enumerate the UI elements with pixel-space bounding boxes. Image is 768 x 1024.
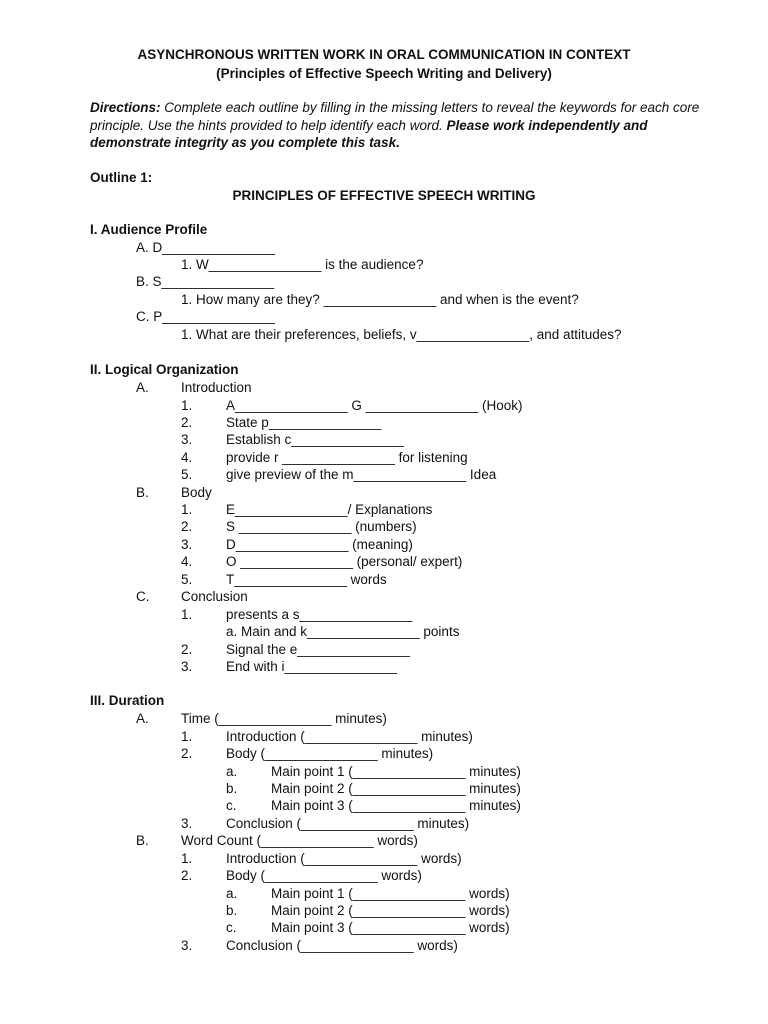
logical-letter-a: A. [136, 380, 149, 395]
directions-paragraph [90, 99, 710, 152]
logical-label-body: Body [181, 485, 212, 500]
duration-letter-a: A. [136, 711, 149, 726]
words-item-number: 2. [181, 868, 193, 883]
duration-letter-b: B. [136, 833, 149, 848]
intro-item-text: A_______________ G _______________ (Hook) [226, 398, 523, 413]
intro-item-text: give preview of the m_______________ Idea [226, 467, 497, 482]
words-item-text: Body (_______________ words) [226, 868, 422, 883]
time-subitem-text: Main point 1 (_______________ minutes) [271, 764, 521, 779]
words-item-number: 1. [181, 851, 193, 866]
logical-letter-b: B. [136, 485, 149, 500]
body-item-number: 5. [181, 572, 193, 587]
audience-item-a1: 1. W_______________ is the audience? [181, 257, 424, 272]
intro-item-text: State p_______________ [226, 415, 382, 430]
time-subitem-text: Main point 3 (_______________ minutes) [271, 798, 521, 813]
intro-item-number: 4. [181, 450, 193, 465]
time-item-number: 3. [181, 816, 193, 831]
words-subitem-text: Main point 2 (_______________ words) [271, 903, 510, 918]
body-item-text: T_______________ words [226, 572, 387, 587]
words-subitem-text: Main point 1 (_______________ words) [271, 886, 510, 901]
intro-item-text: provide r _______________ for listening [226, 450, 468, 465]
time-item-text: Conclusion (_______________ minutes) [226, 816, 470, 831]
duration-label-time: Time (_______________ minutes) [181, 711, 387, 726]
words-subitem-letter: a. [226, 886, 238, 901]
intro-item-number: 5. [181, 467, 193, 482]
words-item-number: 3. [181, 938, 193, 953]
conclusion-item-number: 3. [181, 659, 193, 674]
body-item-text: D_______________ (meaning) [226, 537, 413, 552]
directions-text: Complete each outline by filling in the missing letters to reveal the keywords for each core principle. Use the hints provided to help identify each word. [90, 100, 700, 133]
conclusion-item-text: Signal the e_______________ [226, 642, 410, 657]
intro-item-number: 1. [181, 398, 193, 413]
body-item-number: 1. [181, 502, 193, 517]
intro-item-number: 2. [181, 415, 193, 430]
document-subtitle: (Principles of Effective Speech Writing and Delivery) [216, 66, 552, 81]
time-subitem-letter: a. [226, 764, 238, 779]
words-subitem-letter: c. [226, 920, 237, 935]
audience-item-c1: 1. What are their preferences, beliefs, v_______________, and attitudes? [181, 327, 622, 342]
section-heading-duration: III. Duration [90, 693, 165, 708]
words-subitem-letter: b. [226, 903, 238, 918]
directions-emphasis: Please work independently and demonstrate integrity as you complete this task. [90, 117, 648, 150]
body-item-number: 3. [181, 537, 193, 552]
audience-item-c: C. P_______________ [136, 309, 275, 324]
audience-item-a: A. D_______________ [136, 240, 275, 255]
logical-letter-c: C. [136, 589, 150, 604]
intro-item-number: 3. [181, 432, 193, 447]
body-item-text: E_______________/ Explanations [226, 502, 433, 517]
time-item-text: Body (_______________ minutes) [226, 746, 434, 761]
audience-item-b: B. S_______________ [136, 274, 275, 289]
logical-label-introduction: Introduction [181, 380, 252, 395]
directions-label: Directions: [90, 100, 161, 115]
time-item-number: 1. [181, 729, 193, 744]
logical-label-conclusion: Conclusion [181, 589, 248, 604]
time-subitem-letter: c. [226, 798, 237, 813]
time-item-number: 2. [181, 746, 193, 761]
audience-item-b1: 1. How many are they? _______________ and when is the event? [181, 292, 579, 307]
outline-title: PRINCIPLES OF EFFECTIVE SPEECH WRITING [232, 188, 536, 203]
conclusion-item-text: presents a s_______________ [226, 607, 413, 622]
conclusion-item-number: 2. [181, 642, 193, 657]
conclusion-item-number: 1. [181, 607, 193, 622]
words-item-text: Conclusion (_______________ words) [226, 938, 458, 953]
body-item-text: O _______________ (personal/ expert) [226, 554, 463, 569]
duration-label-word-count: Word Count (_______________ words) [181, 833, 418, 848]
time-subitem-text: Main point 2 (_______________ minutes) [271, 781, 521, 796]
time-subitem-letter: b. [226, 781, 238, 796]
document-title: ASYNCHRONOUS WRITTEN WORK IN ORAL COMMUNICATION IN CONTEXT [137, 47, 631, 62]
outline-label: Outline 1: [90, 170, 153, 185]
conclusion-subitem: a. Main and k_______________ points [226, 624, 460, 639]
body-item-number: 2. [181, 519, 193, 534]
body-item-number: 4. [181, 554, 193, 569]
section-heading-logical: II. Logical Organization [90, 362, 239, 377]
time-item-text: Introduction (_______________ minutes) [226, 729, 473, 744]
words-subitem-text: Main point 3 (_______________ words) [271, 920, 510, 935]
intro-item-text: Establish c_______________ [226, 432, 404, 447]
words-item-text: Introduction (_______________ words) [226, 851, 462, 866]
conclusion-item-text: End with i_______________ [226, 659, 398, 674]
body-item-text: S _______________ (numbers) [226, 519, 417, 534]
section-heading-audience: I. Audience Profile [90, 222, 208, 237]
